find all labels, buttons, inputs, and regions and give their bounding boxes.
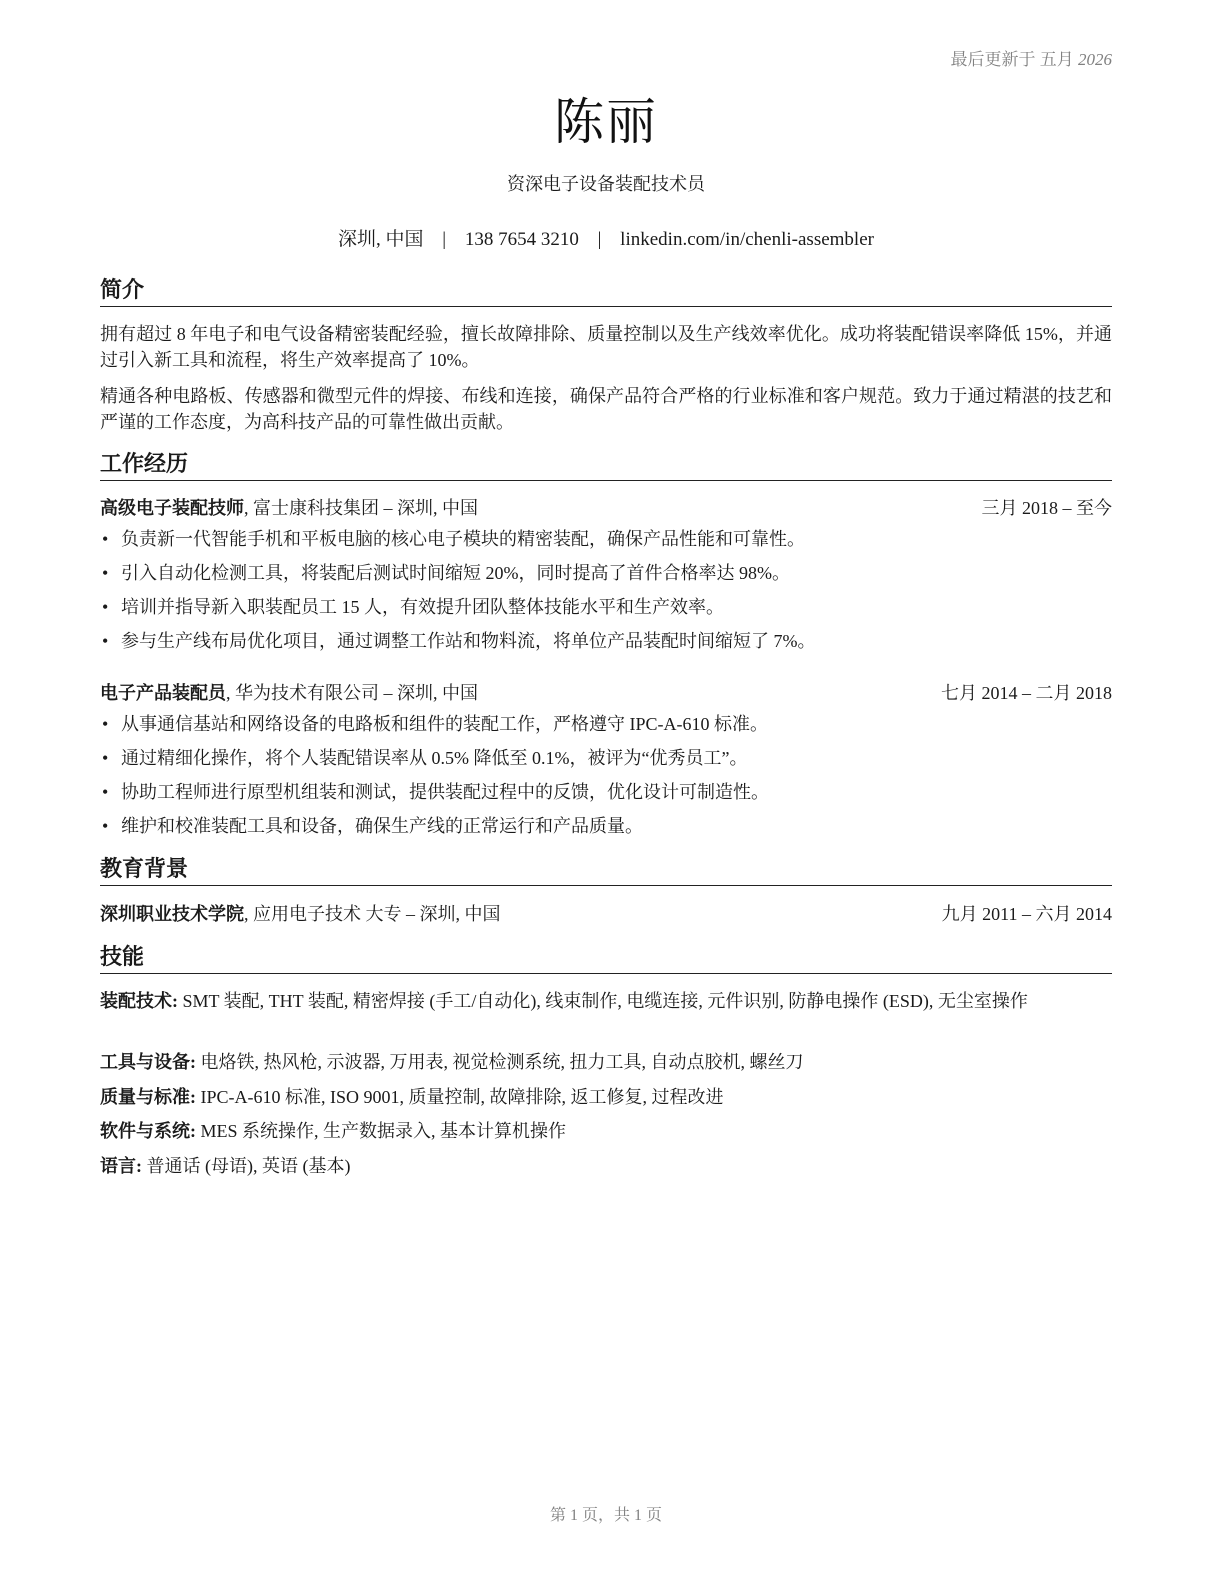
education-detail: , 应用电子技术 大专 – 深圳, 中国	[244, 904, 501, 924]
skill-row	[100, 988, 1112, 1014]
job-dates: 七月 2014 – 二月 2018	[941, 683, 1112, 703]
bullet-icon: •	[102, 597, 109, 617]
last-updated-prefix: 最后更新于 五月	[950, 50, 1074, 69]
job-header	[100, 680, 1112, 706]
page-number: 第 1 页，共 1 页	[549, 1507, 662, 1524]
skill-label: 工具与设备:	[100, 1052, 196, 1072]
contact-line	[100, 224, 1112, 251]
skill-value: SMT 装配, THT 装配, 精密焊接 (手工/自动化), 线束制作, 电缆连接, 元件识别, 防静电操作 (ESD), 无尘室操作	[182, 991, 1028, 1011]
list-item	[100, 590, 1112, 624]
person-name: 陈丽	[554, 93, 658, 151]
bullet-icon: •	[102, 631, 109, 651]
summary-paragraph: 拥有超过 8 年电子和电气设备精密装配经验，擅长故障排除、质量控制以及生产线效率优化。成功将装配错误率降低 15%，并通过引入新工具和流程，将生产效率提高了 10%。	[100, 324, 1112, 370]
school-name: 深圳职业技术学院	[100, 904, 244, 924]
job-role: 电子产品装配员	[100, 683, 226, 703]
contact-linkedin-link[interactable]: linkedin.com/in/chenli-assembler	[620, 229, 874, 250]
skill-row	[100, 1153, 1112, 1179]
skill-value: MES 系统操作, 生产数据录入, 基本计算机操作	[200, 1121, 567, 1141]
skill-row	[100, 1049, 1112, 1075]
resume-page	[100, 0, 1112, 1584]
last-updated	[951, 45, 1113, 70]
list-item	[100, 741, 1112, 775]
contact-separator: |	[442, 229, 447, 250]
last-updated-year: 2026	[1078, 50, 1112, 69]
skill-label: 装配技术:	[100, 991, 178, 1011]
skill-label: 语言:	[100, 1156, 142, 1176]
job-header	[100, 495, 1112, 521]
bullet-text: 协助工程师进行原型机组装和测试，提供装配过程中的反馈，优化设计可制造性。	[121, 782, 769, 802]
section-heading-skills: 技能	[100, 944, 1112, 974]
skill-label: 软件与系统:	[100, 1121, 196, 1141]
bullet-text: 通过精细化操作，将个人装配错误率从 0.5% 降低至 0.1%，被评为“优秀员工”。	[121, 748, 748, 768]
education-entry	[100, 901, 1112, 927]
job-dates: 三月 2018 – 至今	[981, 498, 1112, 518]
bullet-text: 参与生产线布局优化项目，通过调整工作站和物料流，将单位产品装配时间缩短了 7%。	[121, 631, 816, 651]
list-item	[100, 624, 1112, 658]
bullet-text: 从事通信基站和网络设备的电路板和组件的装配工作，严格遵守 IPC-A-610 标准。	[121, 714, 768, 734]
skill-label: 质量与标准:	[100, 1087, 196, 1107]
skill-value: 电烙铁, 热风枪, 示波器, 万用表, 视觉检测系统, 扭力工具, 自动点胶机, 螺丝刀	[200, 1052, 804, 1072]
bullet-icon: •	[102, 748, 109, 768]
contact-separator: |	[597, 229, 602, 250]
job-title: 资深电子设备装配技术员	[507, 174, 705, 194]
bullet-text: 维护和校准装配工具和设备，确保生产线的正常运行和产品质量。	[121, 816, 643, 836]
section-heading-experience: 工作经历	[100, 451, 1112, 481]
bullet-icon: •	[102, 529, 109, 549]
summary-paragraph: 精通各种电路板、传感器和微型元件的焊接、布线和连接，确保产品符合严格的行业标准和客户规范。致力于通过精湛的技艺和严谨的工作态度，为高科技产品的可靠性做出贡献。	[100, 386, 1112, 432]
list-item	[100, 809, 1112, 843]
bullet-text: 负责新一代智能手机和平板电脑的核心电子模块的精密装配，确保产品性能和可靠性。	[121, 529, 805, 549]
list-item	[100, 775, 1112, 809]
job-bullets	[100, 522, 1112, 658]
section-heading-education: 教育背景	[100, 856, 1112, 886]
bullet-text: 培训并指导新入职装配员工 15 人，有效提升团队整体技能水平和生产效率。	[121, 597, 724, 617]
bullet-icon: •	[102, 816, 109, 836]
education-dates: 九月 2011 – 六月 2014	[941, 904, 1112, 924]
contact-phone: 138 7654 3210	[464, 229, 579, 250]
contact-location: 深圳, 中国	[338, 229, 424, 250]
skill-value: 普通话 (母语), 英语 (基本)	[146, 1156, 351, 1176]
bullet-icon: •	[102, 714, 109, 734]
job-company: , 富士康科技集团 – 深圳, 中国	[244, 498, 478, 518]
list-item	[100, 707, 1112, 741]
job-company: , 华为技术有限公司 – 深圳, 中国	[226, 683, 478, 703]
list-item	[100, 522, 1112, 556]
job-role: 高级电子装配技师	[100, 498, 244, 518]
skill-row	[100, 1084, 1112, 1110]
bullet-icon: •	[102, 563, 109, 583]
section-heading-summary: 简介	[100, 277, 1112, 307]
job-bullets	[100, 707, 1112, 843]
skill-value: IPC-A-610 标准, ISO 9001, 质量控制, 故障排除, 返工修复, 过程改进	[200, 1087, 724, 1107]
bullet-text: 引入自动化检测工具，将装配后测试时间缩短 20%，同时提高了首件合格率达 98%。	[121, 563, 790, 583]
list-item	[100, 556, 1112, 590]
skill-row	[100, 1118, 1112, 1144]
bullet-icon: •	[102, 782, 109, 802]
